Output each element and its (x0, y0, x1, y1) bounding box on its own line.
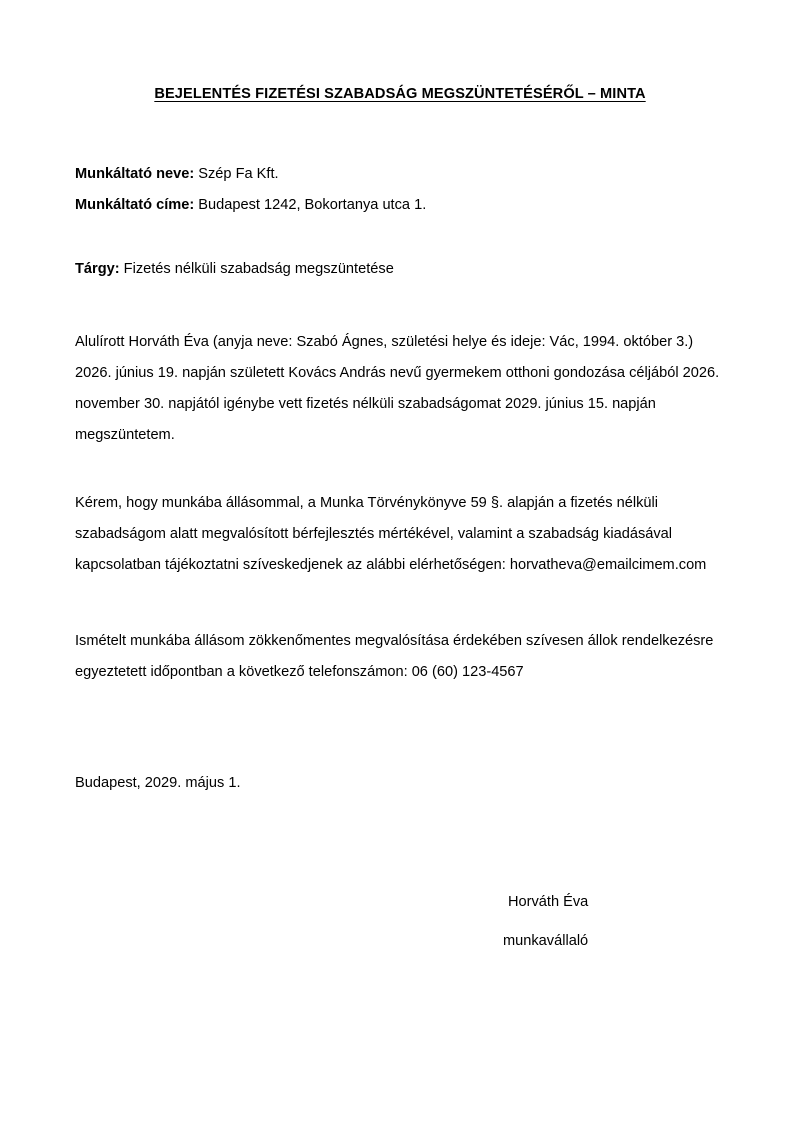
paragraph-2-line-2: szabadságom alatt megvalósított bérfejlesztés mértékével, valamint a szabadság kiadásával (75, 526, 673, 542)
paragraph-1-line-1: Alulírott Horváth Éva (anyja neve: Szabó Ágnes, születési helye és ideje: Vác, 1994. október 3.) (75, 334, 694, 350)
employer-details (75, 159, 725, 221)
subject-value: Fizetés nélküli szabadság megszüntetése (123, 261, 394, 277)
paragraph-2-line-1: Kérem, hogy munkába állásommal, a Munka Törvénykönyve 59 §. alapján a fizetés nélküli (75, 495, 658, 511)
page-title (0, 86, 800, 104)
subject-row (75, 254, 725, 285)
signature-name: Horváth Éva (508, 894, 589, 910)
employer-name-value: Szép Fa Kft. (198, 166, 279, 182)
subject-line (75, 254, 725, 285)
signature-block (503, 883, 588, 961)
paragraph-1-line-2: 2026. június 19. napján született Kovács András nevű gyermekem otthoni gondozása céljából 2026. (75, 365, 720, 381)
body-paragraph-2 (75, 488, 725, 581)
paragraph-3-line-1: Ismételt munkába állásom zökkenőmentes megvalósítása érdekében szívesen állok rendelkezésre (75, 633, 714, 649)
place-and-date (75, 768, 725, 799)
place-and-date-text: Budapest, 2029. május 1. (75, 775, 241, 791)
paragraph-2-line-3: kapcsolatban tájékoztatni szíveskedjenek az alábbi elérhetőségen: horvatheva@emailcimem.com (75, 557, 707, 573)
subject-label: Tárgy: (75, 261, 120, 277)
employer-name-line (75, 159, 725, 190)
body-paragraph-1 (75, 327, 725, 451)
signature-role: munkavállaló (503, 933, 589, 949)
employer-address-value: Budapest 1242, Bokortanya utca 1. (198, 197, 427, 213)
page-title-text: BEJELENTÉS FIZETÉSI SZABADSÁG MEGSZÜNTETÉSÉRŐL – MINTA (154, 85, 646, 102)
employer-address-line (75, 190, 725, 221)
paragraph-3-line-2: egyeztetett időpontban a következő telefonszámon: 06 (60) 123-4567 (75, 664, 524, 680)
employer-address-label: Munkáltató címe: (75, 197, 195, 213)
paragraph-1-line-3: november 30. napjától igénybe vett fizetés nélküli szabadságomat 2029. június 15. napján (75, 396, 656, 412)
paragraph-1-line-4: megszüntetem. (75, 427, 175, 443)
body-paragraph-3 (75, 626, 725, 688)
employer-name-label: Munkáltató neve: (75, 166, 195, 182)
